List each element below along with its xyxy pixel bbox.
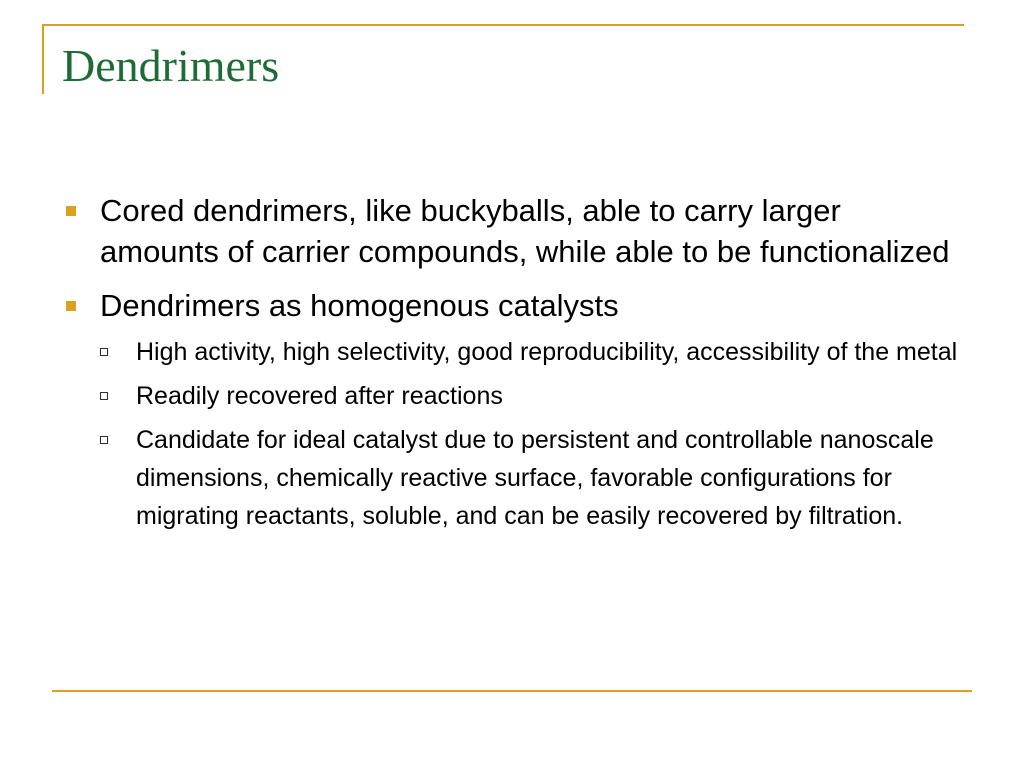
bottom-border-line — [52, 690, 972, 692]
bullet-text: Cored dendrimers, like buckyballs, able to carry larger amounts of carrier compounds, while able to be functionalized — [100, 193, 950, 269]
square-bullet-icon — [66, 301, 76, 311]
bullet-item — [58, 190, 958, 272]
left-border-line — [42, 24, 44, 94]
sub-bullet-text: Candidate for ideal catalyst due to persistent and controllable nanoscale dimensions, chemically reactive surface, favorable configurations for migrating reactants, soluble, and can be easily recovered by filtration. — [136, 426, 934, 530]
sub-bullet-text: Readily recovered after reactions — [136, 382, 503, 410]
slide-content — [58, 190, 958, 541]
square-bullet-icon — [66, 206, 76, 216]
sub-bullet-item — [58, 333, 958, 371]
bullet-item — [58, 285, 958, 326]
hollow-square-bullet-icon — [100, 436, 108, 444]
bullet-text: Dendrimers as homogenous catalysts — [100, 288, 619, 323]
top-border-line — [42, 24, 964, 26]
hollow-square-bullet-icon — [100, 392, 108, 400]
sub-bullet-list — [58, 333, 958, 535]
sub-bullet-text: High activity, high selectivity, good reproducibility, accessibility of the metal — [136, 338, 958, 366]
sub-bullet-item — [58, 421, 958, 535]
slide-title: Dendrimers — [62, 40, 280, 91]
sub-bullet-item — [58, 377, 958, 415]
hollow-square-bullet-icon — [100, 348, 108, 356]
